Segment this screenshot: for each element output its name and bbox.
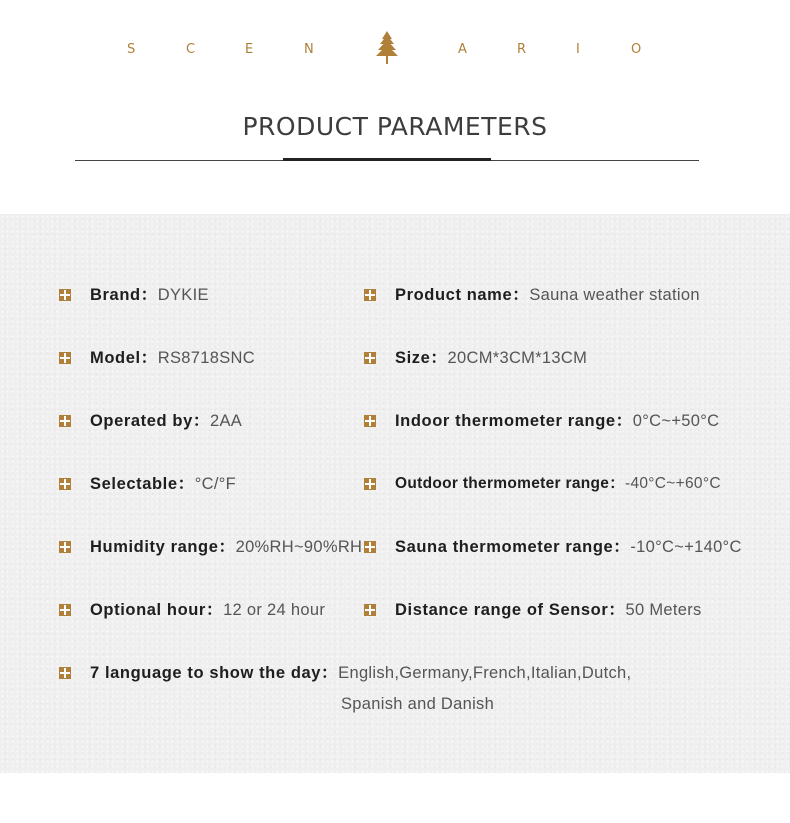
plus-square-icon [364, 541, 376, 553]
param-label: Humidity range： [90, 538, 236, 556]
param-value: -10°C~+140°C [630, 538, 742, 556]
param-value: -40°C~+60°C [625, 475, 721, 492]
param-value: 2AA [209, 412, 243, 430]
param-value: 50 Meters [625, 601, 702, 619]
param-label: Model： [90, 349, 158, 367]
param-label: Sauna thermometer range： [395, 538, 631, 556]
brand-letter: R [517, 42, 527, 57]
param-value: DYKIE [157, 286, 209, 304]
param-label: Distance range of Sensor： [395, 601, 626, 619]
param-value: °C/°F [194, 475, 237, 493]
param-label: Brand： [90, 286, 158, 304]
plus-square-icon [59, 415, 71, 427]
brand-letter: I [576, 42, 580, 57]
plus-square-icon [59, 604, 71, 616]
param-value: 20%RH~90%RH [235, 538, 363, 556]
param-label: 7 language to show the day： [90, 664, 339, 682]
title-divider-accent [283, 158, 491, 161]
brand-letter: O [631, 42, 642, 57]
plus-square-icon [59, 667, 71, 679]
param-value: 12 or 24 hour [223, 601, 326, 619]
page-title: PRODUCT PARAMETERS [242, 112, 548, 141]
brand-letter: S [127, 42, 136, 57]
param-label: Indoor thermometer range： [395, 412, 633, 430]
param-value-continued: Spanish and Danish [341, 695, 495, 713]
plus-square-icon [364, 604, 376, 616]
param-value: 20CM*3CM*13CM [447, 349, 588, 367]
brand-letter: C [186, 42, 196, 57]
brand-letter: A [458, 42, 467, 57]
param-label: Size： [395, 349, 448, 367]
plus-square-icon [59, 352, 71, 364]
param-value: Sauna weather station [529, 286, 700, 304]
param-value: RS8718SNC [157, 349, 255, 367]
plus-square-icon [364, 415, 376, 427]
brand-letter: E [245, 42, 254, 57]
plus-square-icon [364, 289, 376, 301]
brand-logo-row [0, 28, 790, 72]
param-label: Selectable： [90, 475, 195, 493]
plus-square-icon [364, 478, 376, 490]
brand-letter: N [304, 42, 314, 57]
param-label: Outdoor thermometer range： [395, 475, 625, 492]
param-label: Optional hour： [90, 601, 224, 619]
param-label: Product name： [395, 286, 530, 304]
param-value: 0°C~+50°C [632, 412, 720, 430]
param-label: Operated by： [90, 412, 210, 430]
plus-square-icon [59, 478, 71, 490]
parameters-panel [0, 214, 790, 773]
param-value: English,Germany,French,Italian,Dutch, [338, 664, 632, 682]
plus-square-icon [59, 541, 71, 553]
plus-square-icon [364, 352, 376, 364]
pine-tree-icon [375, 31, 399, 65]
plus-square-icon [59, 289, 71, 301]
